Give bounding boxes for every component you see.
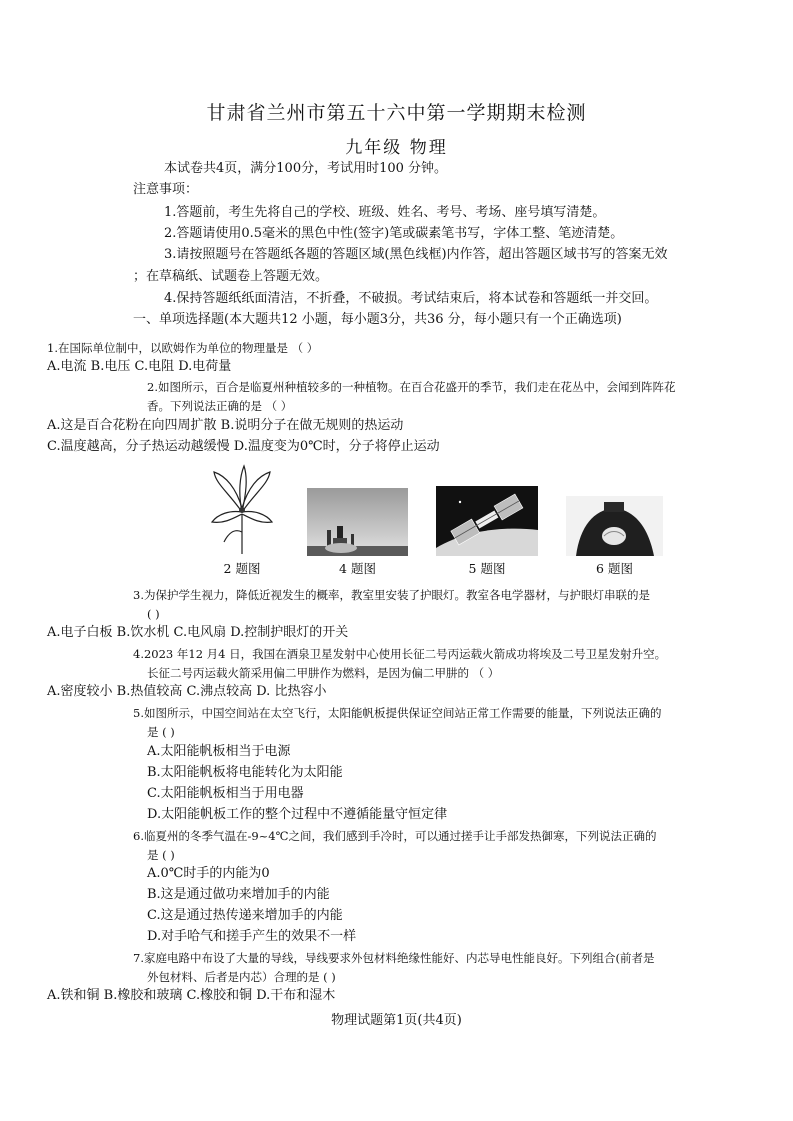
q5-option-d: D.太阳能帆板工作的整个过程中不遵循能量守恒定律 xyxy=(147,807,448,822)
figure-caption-4: 4 题图 xyxy=(339,561,376,576)
q7-stem-cont: 外包材料、后者是内芯）合理的是 ( ) xyxy=(147,970,336,984)
rocket-launch-figure xyxy=(307,488,408,556)
q2-options-2: C.温度越高，分子热运动越缓慢 D.温度变为0℃时，分子将停止运动 xyxy=(47,439,440,454)
q1-options: A.电流 B.电压 C.电阻 D.电荷量 xyxy=(47,359,232,374)
q7-options: A.铁和铜 B.橡胶和玻璃 C.橡胶和铜 D.干布和湿木 xyxy=(47,988,336,1003)
q1-stem: 1.在国际单位制中，以欧姆作为单位的物理量是 （ ） xyxy=(47,341,319,355)
page-footer: 物理试题第1页(共4页) xyxy=(331,1013,462,1028)
q3-stem: 3.为保护学生视力，降低近视发生的概率，教室里安装了护眼灯。教室各电学器材，与护眼灯串联的是 xyxy=(133,588,650,602)
q5-option-b: B.太阳能帆板将电能转化为太阳能 xyxy=(147,765,343,780)
figure-caption-6: 6 题图 xyxy=(596,561,633,576)
notice-item-3-cont: ；在草稿纸、试题卷上答题无效。 xyxy=(133,269,329,284)
q3-options: A.电子白板 B.饮水机 C.电风扇 D.控制护眼灯的开关 xyxy=(47,625,349,640)
notice-label: 注意事项： xyxy=(133,182,199,197)
q5-stem: 5.如图所示，中国空间站在太空飞行，太阳能帆板提供保证空间站正常工作需要的能量，下列说法正确的 xyxy=(133,706,662,720)
notice-item-4: 4.保持答题纸纸面清洁，不折叠，不破损。考试结束后，将本试卷和答题纸一并交回。 xyxy=(164,291,658,306)
q5-option-c: C.太阳能帆板相当于用电器 xyxy=(147,786,304,801)
q4-options: A.密度较小 B.热值较高 C.沸点较高 D. 比热容小 xyxy=(47,684,327,699)
q4-stem-cont: 长征二号丙运载火箭采用偏二甲肼作为燃料，是因为偏二甲肼的 （ ） xyxy=(147,666,500,680)
hands-rubbing-figure xyxy=(566,496,663,556)
q6-option-d: D.对手哈气和搓手产生的效果不一样 xyxy=(147,929,357,944)
figure-caption-2: 2 题图 xyxy=(223,561,261,576)
exam-subtitle: 九年级 物理 xyxy=(345,138,448,158)
q6-option-a: A.0℃时手的内能为0 xyxy=(147,866,270,881)
notice-item-2: 2.答题请使用0.5毫米的黑色中性(签字)笔或碳素笔书写，字体工整、笔迹清楚。 xyxy=(164,226,624,241)
q5-option-a: A.太阳能帆板相当于电源 xyxy=(147,744,291,759)
notice-item-1: 1.答题前，考生先将自己的学校、班级、姓名、考号、考场、座号填写清楚。 xyxy=(164,205,606,220)
q6-option-b: B.这是通过做功来增加手的内能 xyxy=(147,887,330,902)
q2-stem-cont: 香。下列说法正确的是 （ ） xyxy=(147,399,293,413)
q2-options-1: A.这是百合花粉在向四周扩散 B.说明分子在做无规则的热运动 xyxy=(47,418,404,433)
q3-stem-cont: ( ) xyxy=(147,607,160,621)
q6-stem: 6.临夏州的冬季气温在-9~4℃之间，我们感到手冷时，可以通过搓手让手部发热御寒，下列说法正确的 xyxy=(133,829,657,843)
q7-stem: 7.家庭电路中布设了大量的导线，导线要求外包材料绝缘性能好、内芯导电性能良好。下列组合(前者是 xyxy=(133,951,655,965)
q2-stem: 2.如图所示，百合是临夏州种植较多的一种植物。在百合花盛开的季节，我们走在花丛中，会闻到阵阵花 xyxy=(147,380,676,394)
space-station-figure xyxy=(436,486,538,556)
q4-stem: 4.2023 年12 月4 日，我国在酒泉卫星发射中心使用长征二号丙运载火箭成功将埃及二号卫星发射升空。 xyxy=(133,647,667,661)
exam-info: 本试卷共4页，满分100分，考试用时100 分钟。 xyxy=(164,161,448,176)
q6-option-c: C.这是通过热传递来增加手的内能 xyxy=(147,908,343,923)
exam-title: 甘肃省兰州市第五十六中第一学期期末检测 xyxy=(206,102,587,124)
section-heading: 一、单项选择题(本大题共12 小题，每小题3分，共36 分，每小题只有一个正确选项) xyxy=(133,312,622,327)
lily-figure xyxy=(208,462,276,557)
notice-item-3: 3.请按照题号在答题纸各题的答题区域(黑色线框)内作答，超出答题区域书写的答案无效 xyxy=(164,247,668,262)
q6-stem-cont: 是 ( ) xyxy=(147,848,175,862)
figure-caption-5: 5 题图 xyxy=(468,561,506,576)
q5-stem-cont: 是 ( ) xyxy=(147,725,175,739)
